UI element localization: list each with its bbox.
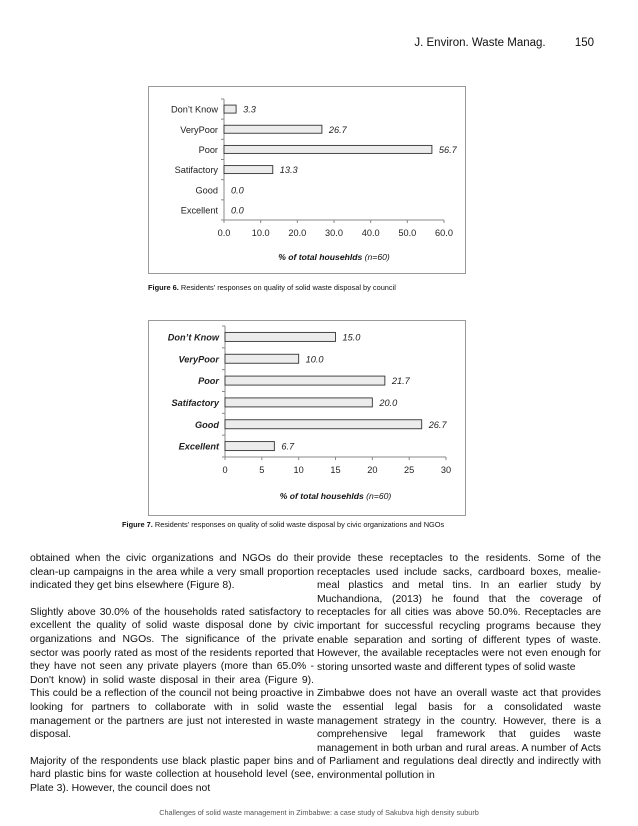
paragraph: obtained when the civic organizations and NGOs do their clean-up campaigns in the area while a very small proportion indicated they get bins elsewhere (Figure 8). bbox=[30, 553, 314, 592]
figure-7-caption-label: Figure 7. bbox=[122, 520, 153, 529]
x-tick-label: 5 bbox=[259, 465, 265, 475]
data-label: 21.7 bbox=[391, 376, 410, 387]
journal-name: J. Environ. Waste Manag. bbox=[414, 37, 546, 49]
bar bbox=[225, 398, 372, 407]
x-tick-label: 50.0 bbox=[398, 228, 417, 238]
paragraph: Majority of the respondents use black plastic paper bins and hard plastic bins for waste collection at household level (see, Plate 3). However, the council does not bbox=[30, 755, 314, 794]
x-tick-label: 0 bbox=[222, 465, 228, 475]
figure-7-svg bbox=[149, 321, 465, 515]
data-label: 26.7 bbox=[328, 124, 347, 135]
category-label: Satifactory bbox=[171, 397, 219, 408]
x-axis-title-suffix: (n=60) bbox=[363, 491, 392, 501]
category-label: Don’t Know bbox=[171, 104, 218, 115]
x-tick-label: 40.0 bbox=[361, 228, 380, 238]
category-label: Poor bbox=[198, 144, 218, 155]
bar bbox=[224, 105, 236, 113]
data-label: 0.0 bbox=[231, 185, 244, 196]
page-number: 150 bbox=[574, 37, 594, 49]
data-label: 13.3 bbox=[279, 165, 298, 176]
x-tick-label: 15 bbox=[330, 465, 341, 475]
x-tick-label: 25 bbox=[404, 465, 415, 475]
paragraph: Zimbabwe does not have an overall waste act that provides the essential legal basis for a consolidated waste management strategy in the country. However, there is a comprehensive legal framework that guides waste management in both urban and rural areas. A number of Acts of Parliament and regulations deal directly and indirectly with environmental pollution in bbox=[317, 688, 601, 781]
bar bbox=[225, 442, 274, 451]
x-tick-label: 30.0 bbox=[325, 228, 343, 238]
x-tick-label: 10.0 bbox=[251, 228, 270, 238]
category-label: Good bbox=[195, 185, 218, 196]
x-tick-label: 0.0 bbox=[217, 228, 231, 238]
figure-6-caption-label: Figure 6. bbox=[148, 283, 179, 292]
bar bbox=[225, 376, 385, 385]
bar bbox=[225, 354, 299, 363]
category-label: Excellent bbox=[180, 205, 218, 216]
body-column-right bbox=[317, 552, 601, 796]
x-axis-title-main: % of total househlds bbox=[278, 252, 363, 262]
data-label: 6.7 bbox=[281, 441, 295, 452]
category-label: Poor bbox=[198, 376, 219, 387]
figure-6-caption bbox=[148, 283, 396, 292]
x-tick-label: 30 bbox=[440, 465, 452, 475]
x-axis-title bbox=[280, 491, 392, 501]
figure-7-caption bbox=[122, 520, 444, 529]
figure-6-svg bbox=[149, 87, 465, 273]
data-label: 3.3 bbox=[243, 104, 256, 115]
running-footer: Challenges of solid waste management in Zimbabwe: a case study of Sakubva high density suburb bbox=[159, 808, 479, 817]
body-column-left bbox=[30, 552, 314, 809]
data-label: 0.0 bbox=[231, 205, 244, 216]
x-tick-label: 60.0 bbox=[435, 228, 453, 238]
figure-6-caption-text: Residents' responses on quality of solid waste disposal by council bbox=[178, 283, 396, 292]
bar bbox=[225, 420, 422, 429]
figure-7-caption-text: Residents' responses on quality of solid waste disposal by civic organizations and NGOs bbox=[152, 520, 445, 529]
data-label: 20.0 bbox=[379, 397, 398, 408]
category-label: Good bbox=[195, 419, 219, 430]
figure-6-chart bbox=[148, 86, 466, 274]
bar bbox=[225, 332, 336, 341]
bar bbox=[224, 145, 432, 153]
x-tick-label: 20 bbox=[367, 465, 378, 475]
bar bbox=[224, 125, 322, 133]
paragraph: provide these receptacles to the residents. Some of the receptacles used include sacks, cardboard boxes, mealie-meal plastics and metal tins. In an earlier study by Muchandiona, (2013) he found that the coverage of receptacles for all cities was above 50.0%. Receptacles are important for successful recycling programs because they enable separation and sorting of different types of waste. However, the available receptacles were not even enough for storing unsorted waste and different types of solid waste bbox=[317, 553, 601, 673]
x-axis-title-main: % of total househlds bbox=[279, 491, 364, 501]
x-tick-label: 10 bbox=[293, 465, 304, 475]
paragraph: Slightly above 30.0% of the households rated satisfactory to excellent the quality of solid waste disposal done by civic organizations and NGOs. The significance of the private sector was poorly rated as most of the residents reported that they have not seen any private players (more than 65.0% - Don't know) in solid waste disposal in their area (Figure 9). This could be a reflection of the council not being proactive in looking for partners to collaborate with in solid waste management or the partners are just not interested in waste disposal. bbox=[30, 606, 314, 741]
x-axis-title-suffix: (n=60) bbox=[362, 252, 390, 262]
category-label: Don’t Know bbox=[167, 332, 219, 343]
category-label: Satifactory bbox=[174, 165, 218, 176]
x-axis-title bbox=[278, 252, 390, 262]
data-label: 26.7 bbox=[428, 419, 447, 430]
data-label: 15.0 bbox=[342, 332, 361, 343]
figure-7-chart bbox=[148, 320, 466, 516]
category-label: VeryPoor bbox=[178, 354, 219, 365]
category-label: Excellent bbox=[178, 441, 219, 452]
data-label: 56.7 bbox=[438, 144, 457, 155]
running-header bbox=[414, 37, 594, 49]
bar bbox=[224, 166, 273, 174]
x-tick-label: 20.0 bbox=[288, 228, 307, 238]
data-label: 10.0 bbox=[305, 354, 324, 365]
category-label: VeryPoor bbox=[180, 124, 218, 135]
